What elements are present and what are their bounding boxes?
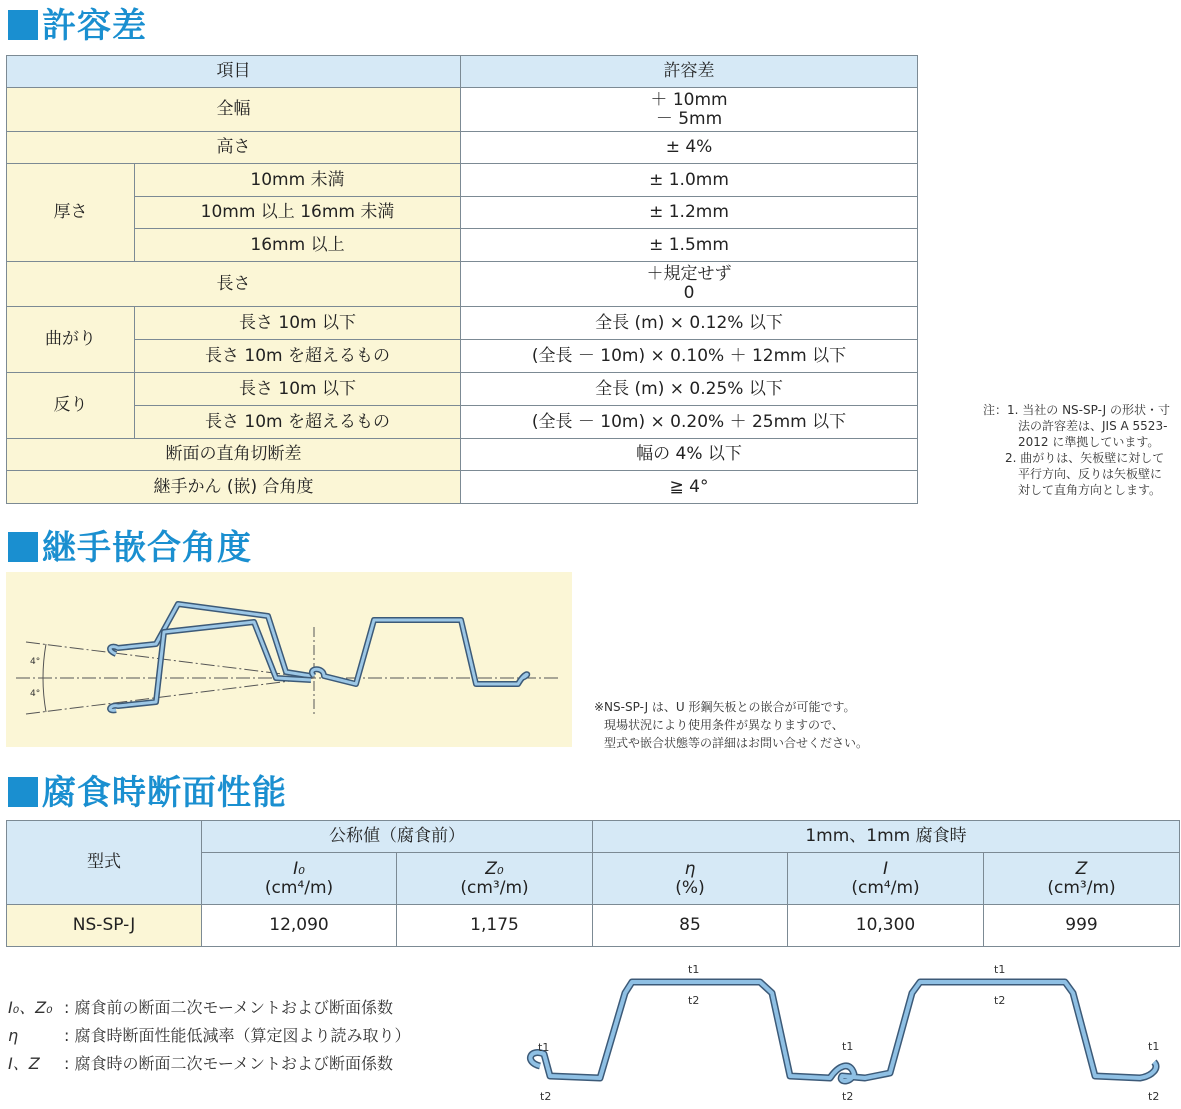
cell-eta: 85 <box>593 905 788 947</box>
row-sublabel: 長さ 10m 以下 <box>135 373 461 406</box>
row-value: ± 1.0mm <box>461 164 918 197</box>
corrosion-heading: 腐食時断面性能 <box>8 773 287 813</box>
header-z: Z (cm³/m) <box>984 853 1180 905</box>
joint-angle-svg <box>6 572 572 747</box>
row-label: 長さ <box>7 262 461 307</box>
table-row <box>7 340 918 373</box>
header-i: I (cm⁴/m) <box>788 853 984 905</box>
joint-note <box>594 698 868 752</box>
note-line: 法の許容差は、JIS A 5523- <box>1018 419 1168 433</box>
table-row <box>7 439 918 471</box>
legend-line: I₀、Z₀ : 腐食前の断面二次モーメントおよび断面係数 <box>8 998 394 1017</box>
row-label: 継手かん (嵌) 合角度 <box>7 471 461 504</box>
table-row <box>7 262 918 307</box>
label-t1: t1 <box>688 963 700 976</box>
table-row <box>7 373 918 406</box>
label-t2: t2 <box>688 994 700 1007</box>
note-line: 現場状況により使用条件が異なりますので、 <box>604 718 844 732</box>
legend-line: I、Z : 腐食時の断面二次モーメントおよび断面係数 <box>8 1054 394 1073</box>
row-label: 全幅 <box>7 88 461 132</box>
header-i0: I₀ (cm⁴/m) <box>202 853 397 905</box>
table-row <box>7 406 918 439</box>
row-sublabel: 長さ 10m を超えるもの <box>135 340 461 373</box>
row-value: ＋ 10mm － 5mm <box>461 88 918 132</box>
label-t2: t2 <box>994 994 1006 1007</box>
note-line: ※NS-SP-J は、U 形鋼矢板との嵌合が可能です。 <box>594 700 856 714</box>
tolerance-heading: 許容差 <box>8 6 147 46</box>
table-row <box>7 471 918 504</box>
cell-z0: 1,175 <box>397 905 593 947</box>
row-sublabel: 16mm 以上 <box>135 229 461 262</box>
note-line: 2012 に準拠しています。 <box>1018 435 1160 449</box>
section-performance-table <box>6 820 1180 947</box>
header-corroded: 1mm、1mm 腐食時 <box>593 821 1180 853</box>
label-t2: t2 <box>842 1090 854 1103</box>
square-bullet-icon <box>8 777 38 807</box>
angle-line-bottom <box>26 678 314 714</box>
row-label: 断面の直角切断差 <box>7 439 461 471</box>
row-value: ＋規定せず 0 <box>461 262 918 307</box>
sheet-pile-fixed <box>312 620 527 684</box>
label-t2: t2 <box>540 1090 552 1103</box>
table-row <box>7 229 918 262</box>
row-value: ≧ 4° <box>461 471 918 504</box>
table-row <box>7 197 918 229</box>
legend-line: η : 腐食時断面性能低減率（算定図より読み取り） <box>8 1026 411 1045</box>
header-nominal: 公称値（腐食前） <box>202 821 593 853</box>
row-group-label: 曲がり <box>7 307 135 373</box>
row-value: ± 1.5mm <box>461 229 918 262</box>
table-row <box>7 88 918 132</box>
tolerance-table <box>6 55 918 504</box>
label-t1: t1 <box>994 963 1006 976</box>
angle-label-bottom: 4° <box>30 689 41 699</box>
row-value: 幅の 4% 以下 <box>461 439 918 471</box>
cell-i0: 12,090 <box>202 905 397 947</box>
note-line: 対して直角方向とします。 <box>1018 483 1162 497</box>
row-group-label: 反り <box>7 373 135 439</box>
row-sublabel: 長さ 10m 以下 <box>135 307 461 340</box>
row-value: ± 1.2mm <box>461 197 918 229</box>
row-value: 全長 (m) × 0.25% 以下 <box>461 373 918 406</box>
table-row <box>7 164 918 197</box>
cell-z: 999 <box>984 905 1180 947</box>
row-value: (全長 － 10m) × 0.10% ＋ 12mm 以下 <box>461 340 918 373</box>
sheet-pile-lower-fill <box>110 622 311 710</box>
joint-angle-diagram <box>6 572 572 747</box>
cell-model: NS-SP-J <box>7 905 202 947</box>
label-t2: t2 <box>1148 1090 1160 1103</box>
header-tolerance: 許容差 <box>461 56 918 88</box>
note-line: 2. 曲がりは、矢板壁に対して <box>1005 451 1165 465</box>
header-z0: Z₀ (cm³/m) <box>397 853 593 905</box>
header-eta: η (%) <box>593 853 788 905</box>
table-row <box>7 905 1180 947</box>
profile-fill <box>530 982 1156 1081</box>
note-line: 注：1. 当社の NS-SP-J の形状・寸 <box>983 403 1170 417</box>
table-header-row <box>7 821 1180 853</box>
sheet-pile-profile-diagram <box>520 958 1175 1106</box>
joint-heading: 継手嵌合角度 <box>8 528 252 568</box>
row-value: 全長 (m) × 0.12% 以下 <box>461 307 918 340</box>
header-model: 型式 <box>7 821 202 905</box>
sheet-pile-fixed-fill <box>312 620 527 684</box>
symbol-legend <box>8 994 410 1078</box>
row-sublabel: 10mm 未満 <box>135 164 461 197</box>
table-header-row <box>7 56 918 88</box>
sheet-pile-lower <box>110 622 311 710</box>
tolerance-notes <box>983 402 1179 498</box>
row-sublabel: 長さ 10m を超えるもの <box>135 406 461 439</box>
note-line: 型式や嵌合状態等の詳細はお問い合せください。 <box>604 736 869 750</box>
label-t1: t1 <box>842 1040 854 1053</box>
angle-label-top: 4° <box>30 657 41 667</box>
label-t1: t1 <box>1148 1040 1160 1053</box>
square-bullet-icon <box>8 532 38 562</box>
note-line: 平行方向、反りは矢板壁に <box>1018 467 1163 481</box>
row-label: 高さ <box>7 132 461 164</box>
header-item: 項目 <box>7 56 461 88</box>
row-sublabel: 10mm 以上 16mm 未満 <box>135 197 461 229</box>
cell-i: 10,300 <box>788 905 984 947</box>
row-value: (全長 － 10m) × 0.20% ＋ 25mm 以下 <box>461 406 918 439</box>
label-t1: t1 <box>538 1041 550 1054</box>
table-row <box>7 307 918 340</box>
row-value: ± 4% <box>461 132 918 164</box>
square-bullet-icon <box>8 10 38 40</box>
table-row <box>7 132 918 164</box>
row-group-label: 厚さ <box>7 164 135 262</box>
